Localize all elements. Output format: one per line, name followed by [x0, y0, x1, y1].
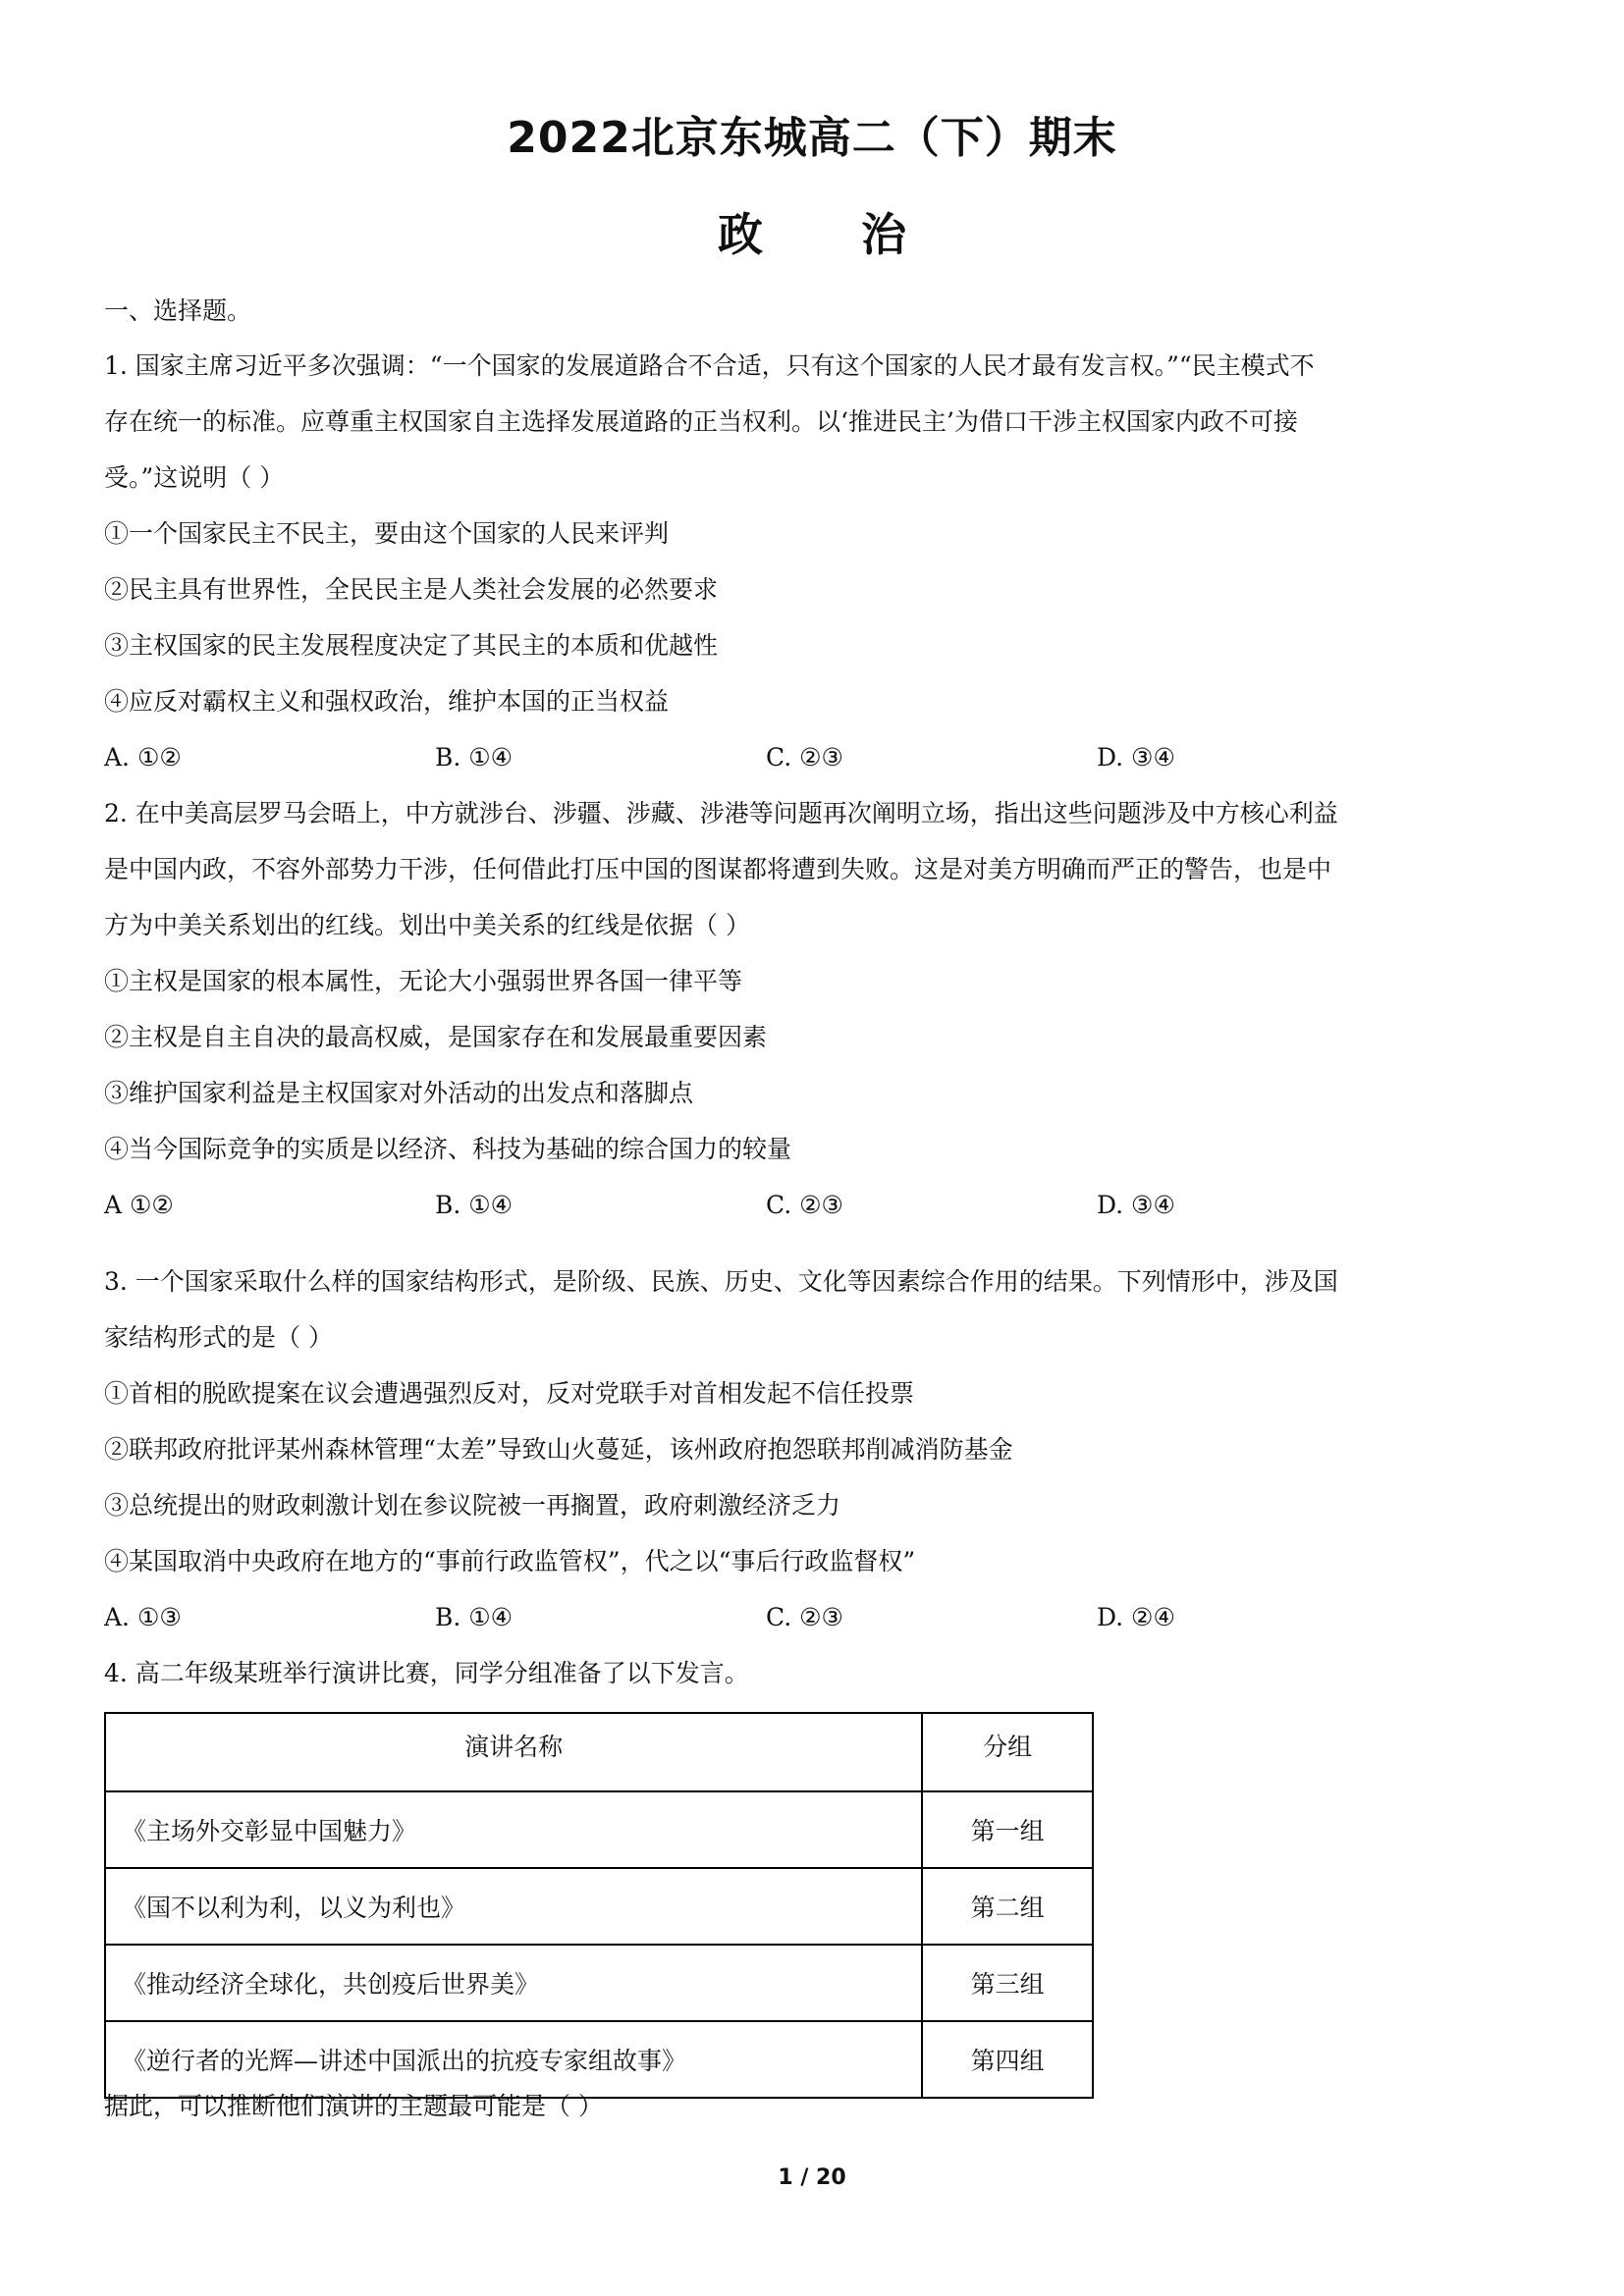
q2-option-d[interactable]: D. ③④ [1097, 1191, 1175, 1219]
speech-title-cell: 《逆行者的光辉—讲述中国派出的抗疫专家组故事》 [105, 2021, 922, 2098]
subject-text: 政治 [718, 208, 1004, 261]
table-header-row [105, 1713, 1093, 1791]
group-cell: 第一组 [922, 1791, 1093, 1868]
q3-options [104, 1601, 1322, 1634]
q1-item: ②民主具有世界性，全民民主是人类社会发展的必然要求 [104, 575, 719, 604]
table-row [105, 1868, 1093, 1945]
table-row [105, 1791, 1093, 1868]
table-header-cell: 分组 [922, 1713, 1093, 1791]
subject-title [0, 199, 1624, 264]
q3-item: ③总统提出的财政刺激计划在参议院被一再搁置，政府刺激经济乏力 [104, 1491, 841, 1520]
q3-item: ①首相的脱欧提案在议会遭遇强烈反对，反对党联手对首相发起不信任投票 [104, 1379, 915, 1408]
q2-item: ①主权是国家的根本属性，无论大小强弱世界各国一律平等 [104, 967, 743, 995]
q3-stem-line: 家结构形式的是（ ） [104, 1323, 333, 1352]
speech-title-cell: 《国不以利为利，以义为利也》 [105, 1868, 922, 1945]
group-cell: 第四组 [922, 2021, 1093, 2098]
q1-option-b[interactable]: B. ①④ [435, 743, 514, 772]
table-row [105, 2021, 1093, 2098]
table-row [105, 1945, 1093, 2021]
q1-stem-line: 存在统一的标准。应尊重主权国家自主选择发展道路的正当权利。以‘推进民主’为借口干涉主权国家内政不可接 [104, 407, 1298, 436]
page-number: 1 / 20 [778, 2165, 846, 2190]
exam-title: 2022北京东城高二（下）期末 [507, 113, 1117, 163]
q1-item: ③主权国家的民主发展程度决定了其民主的本质和优越性 [104, 631, 719, 660]
q4-stem: 4. 高二年级某班举行演讲比赛，同学分组准备了以下发言。 [104, 1659, 749, 1687]
q2-stem-line: 方为中美关系划出的红线。划出中美关系的红线是依据（ ） [104, 911, 750, 939]
q2-option-a[interactable]: A ①② [104, 1191, 174, 1219]
q2-option-c[interactable]: C. ②③ [766, 1191, 843, 1219]
q1-option-a[interactable]: A. ①② [104, 743, 182, 772]
q1-options [104, 741, 1322, 774]
q1-option-d[interactable]: D. ③④ [1097, 743, 1175, 772]
q3-option-d[interactable]: D. ②④ [1097, 1603, 1175, 1631]
speech-title-cell: 《主场外交彰显中国魅力》 [105, 1791, 922, 1868]
q3-stem-line: 3. 一个国家采取什么样的国家结构形式，是阶级、民族、历史、文化等因素综合作用的结果。下列情形中，涉及国 [104, 1267, 1338, 1296]
table-header-cell: 演讲名称 [105, 1713, 922, 1791]
speech-table [104, 1712, 1094, 2099]
q3-item: ④某国取消中央政府在地方的“事前行政监管权”，代之以“事后行政监督权” [104, 1547, 916, 1575]
q1-option-c[interactable]: C. ②③ [766, 743, 843, 772]
q3-item: ②联邦政府批评某州森林管理“太差”导致山火蔓延，该州政府抱怨联邦削减消防基金 [104, 1435, 1013, 1464]
q2-options [104, 1189, 1322, 1222]
q1-item: ④应反对霸权主义和强权政治，维护本国的正当权益 [104, 687, 670, 716]
q2-item: ③维护国家利益是主权国家对外活动的出发点和落脚点 [104, 1079, 694, 1107]
q2-item: ②主权是自主自决的最高权威，是国家存在和发展最重要因素 [104, 1023, 768, 1051]
q2-stem-line: 2. 在中美高层罗马会晤上，中方就涉台、涉疆、涉藏、涉港等问题再次阐明立场，指出这些问题涉及中方核心利益 [104, 799, 1338, 828]
section-heading: 一、选择题。 [104, 296, 252, 325]
q2-option-b[interactable]: B. ①④ [435, 1191, 514, 1219]
q3-option-a[interactable]: A. ①③ [104, 1603, 182, 1631]
group-cell: 第二组 [922, 1868, 1093, 1945]
group-cell: 第三组 [922, 1945, 1093, 2021]
speech-title-cell: 《推动经济全球化，共创疫后世界美》 [105, 1945, 922, 2021]
q2-item: ④当今国际竞争的实质是以经济、科技为基础的综合国力的较量 [104, 1135, 792, 1163]
q1-stem-line: 受。”这说明（ ） [104, 463, 285, 492]
q1-item: ①一个国家民主不民主，要由这个国家的人民来评判 [104, 519, 670, 548]
q2-stem-line: 是中国内政，不容外部势力干涉，任何借此打压中国的图谋都将遭到失败。这是对美方明确而严正的警告，也是中 [104, 855, 1332, 883]
q3-option-b[interactable]: B. ①④ [435, 1603, 514, 1631]
q4-question: 据此，可以推断他们演讲的主题最可能是（ ） [104, 2092, 603, 2120]
q1-stem-line: 1. 国家主席习近平多次强调：“一个国家的发展道路合不合适，只有这个国家的人民才最有发言权。”“民主模式不 [104, 351, 1315, 380]
q3-option-c[interactable]: C. ②③ [766, 1603, 843, 1631]
